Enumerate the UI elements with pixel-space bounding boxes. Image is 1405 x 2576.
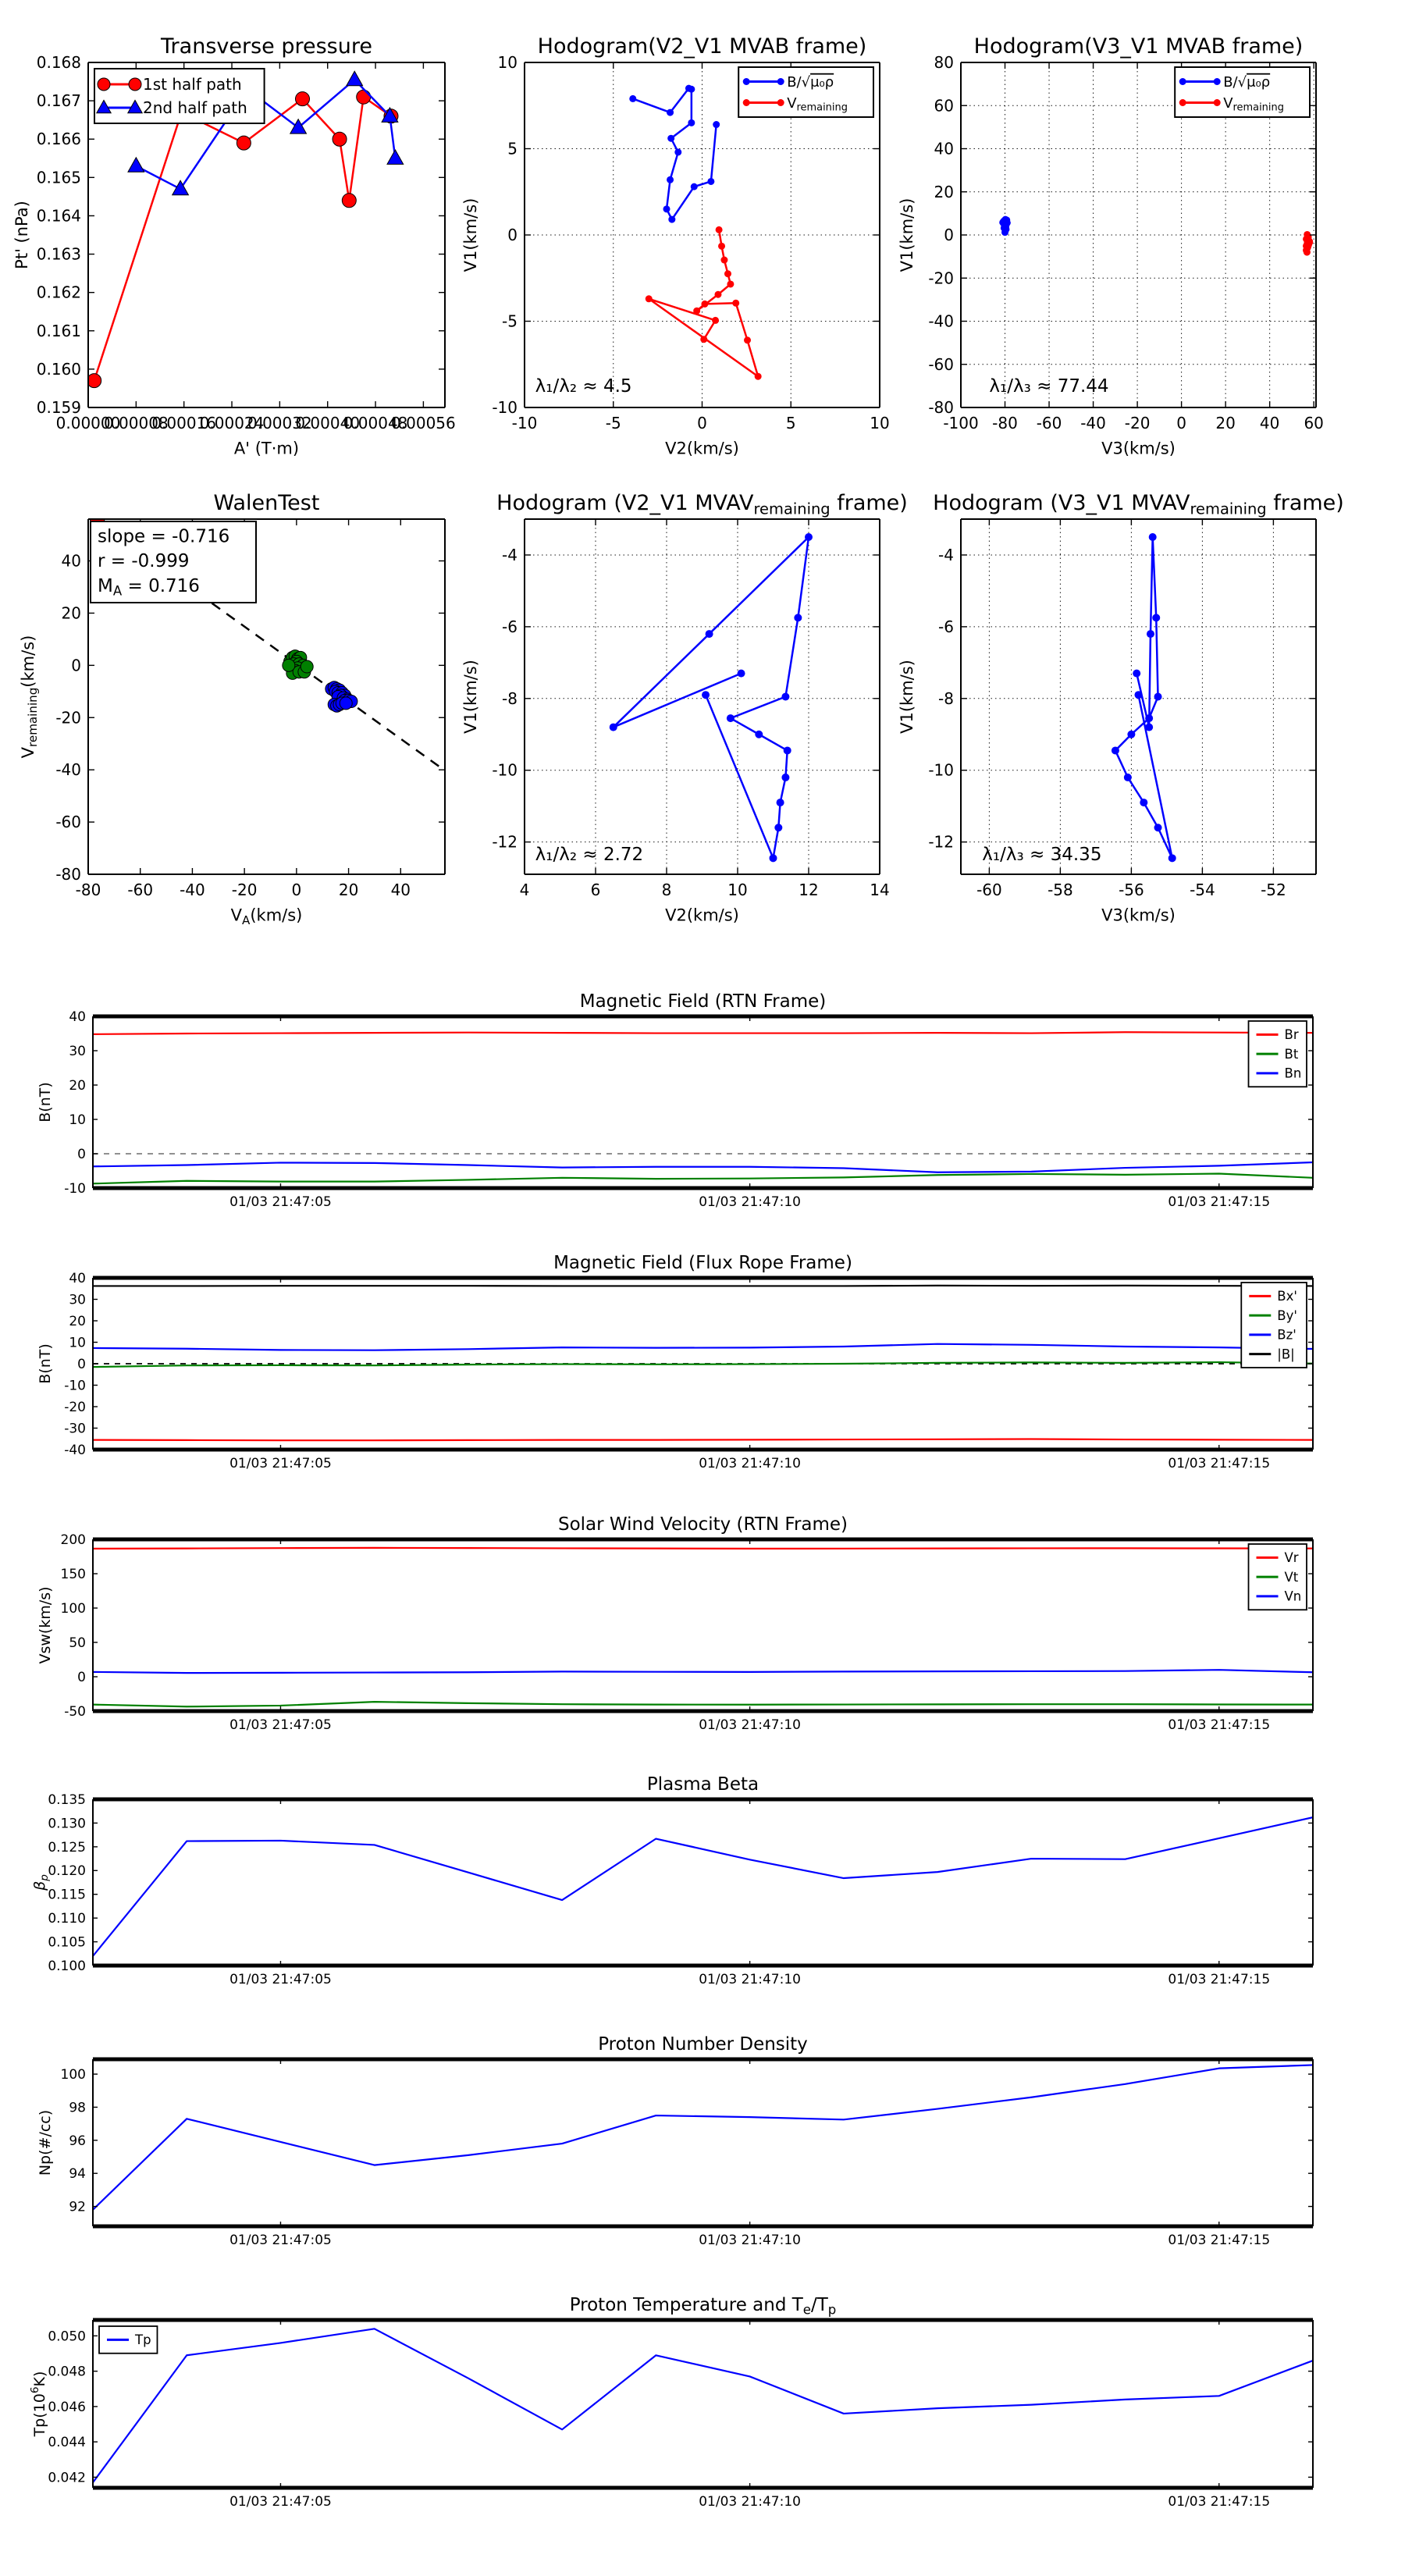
svg-text:60: 60 — [934, 96, 954, 116]
svg-text:0.00040: 0.00040 — [295, 414, 361, 432]
svg-text:-40: -40 — [180, 881, 205, 899]
svg-text:01/03 21:47:05: 01/03 21:47:05 — [229, 2493, 332, 2510]
svg-text:01/03 21:47:10: 01/03 21:47:10 — [699, 2493, 801, 2510]
svg-text:-4: -4 — [502, 545, 518, 564]
svg-text:V1(km/s): V1(km/s) — [461, 197, 480, 272]
svg-text:1st half path: 1st half path — [143, 75, 242, 94]
svg-text:0: 0 — [507, 226, 518, 244]
svg-text:-20: -20 — [231, 881, 258, 899]
svg-text:V1(km/s): V1(km/s) — [898, 197, 916, 272]
svg-text:10: 10 — [69, 1112, 86, 1128]
proton-temperature-plot — [29, 2295, 1313, 2510]
svg-text:-80: -80 — [928, 398, 954, 417]
svg-text:Tp: Tp — [135, 2332, 151, 2348]
svg-text:0.046: 0.046 — [48, 2399, 86, 2415]
svg-text:-10: -10 — [64, 1180, 86, 1197]
svg-text:0.135: 0.135 — [48, 1791, 86, 1808]
svg-text:Vremaining: $V_{remaining}$ — [1223, 94, 1284, 114]
svg-text:01/03 21:47:15: 01/03 21:47:15 — [1168, 1717, 1271, 1733]
svg-text:0.160: 0.160 — [36, 359, 81, 379]
svg-text:0.00000: 0.00000 — [55, 414, 121, 432]
svg-text:94: 94 — [69, 2166, 86, 2183]
svg-text:B/√μ₀ρ: B/√μ₀ρ — [1223, 73, 1271, 91]
svg-text:0.00024: 0.00024 — [199, 414, 265, 432]
svg-text:0.115: 0.115 — [48, 1887, 86, 1903]
svg-text:λ₁/λ₂ ≈ 2.72: λ₁/λ₂ ≈ 2.72 — [535, 844, 644, 865]
svg-text:40: 40 — [69, 1009, 86, 1025]
svg-text:01/03 21:47:15: 01/03 21:47:15 — [1168, 1455, 1271, 1471]
svg-text:Vsw(km/s): Vsw(km/s) — [37, 1586, 54, 1664]
svg-text:0.00048: 0.00048 — [343, 414, 408, 432]
svg-text:0.00056: 0.00056 — [391, 414, 456, 432]
svg-text:0.048: 0.048 — [48, 2364, 86, 2380]
svg-text:-52: -52 — [1261, 881, 1286, 899]
transverse-pressure-plot — [12, 34, 456, 458]
svg-text:20: 20 — [69, 1313, 86, 1329]
svg-text:0: 0 — [77, 1669, 86, 1685]
svg-text:Vremaining: $V_{remaining}$ — [787, 94, 848, 114]
svg-text:6: 6 — [590, 881, 601, 899]
svg-text:0: 0 — [71, 656, 81, 675]
svg-text:30: 30 — [69, 1043, 86, 1059]
svg-text:01/03 21:47:05: 01/03 21:47:05 — [229, 2232, 332, 2248]
svg-text:-20: -20 — [64, 1399, 86, 1415]
svg-text:0.00032: 0.00032 — [247, 414, 312, 432]
svg-text:40: 40 — [61, 551, 81, 571]
hodogram-v2v1-mvab-plot — [461, 34, 890, 458]
svg-text:-80: -80 — [75, 881, 101, 899]
svg-text:10: 10 — [497, 53, 518, 72]
svg-text:-60: -60 — [1036, 414, 1062, 432]
svg-text:-40: -40 — [1080, 414, 1106, 432]
magnetic-field-rtn-plot — [37, 991, 1313, 1210]
svg-text:B(nT): B(nT) — [37, 1082, 54, 1123]
svg-text:-40: -40 — [64, 1442, 86, 1458]
svg-text:0.100: 0.100 — [48, 1958, 86, 1974]
svg-text:40: 40 — [69, 1270, 86, 1286]
svg-text:0.167: 0.167 — [36, 91, 81, 111]
svg-text:Transverse pressure: Transverse pressure — [161, 34, 372, 59]
svg-text:14: 14 — [870, 881, 890, 899]
svg-text:-58: -58 — [1048, 881, 1073, 899]
svg-text:V2(km/s): V2(km/s) — [665, 439, 739, 458]
svg-text:Vremaining(km/s): $V_{remaining}(km/s)$ — [19, 635, 41, 759]
svg-text:0.125: 0.125 — [48, 1839, 86, 1856]
svg-text:-10: -10 — [492, 398, 518, 417]
svg-text:01/03 21:47:15: 01/03 21:47:15 — [1168, 1194, 1271, 1210]
svg-text:-12: -12 — [928, 832, 954, 852]
svg-text:0.110: 0.110 — [48, 1911, 86, 1927]
svg-text:30: 30 — [69, 1292, 86, 1308]
svg-text:Pt' (nPa): Pt' (nPa) — [12, 201, 31, 269]
svg-text:20: 20 — [1215, 414, 1236, 432]
svg-text:λ₁/λ₂ ≈ 4.5: λ₁/λ₂ ≈ 4.5 — [535, 376, 632, 397]
svg-text:96: 96 — [69, 2133, 86, 2149]
svg-text:01/03 21:47:05: 01/03 21:47:05 — [229, 1971, 332, 1987]
svg-text:Vr: Vr — [1284, 1550, 1299, 1566]
solar-wind-velocity-plot — [37, 1514, 1313, 1733]
svg-text:0.164: 0.164 — [36, 206, 81, 226]
svg-text:βp: $\beta_p$ — [31, 1874, 51, 1891]
svg-text:λ₁/λ₃ ≈ 77.44: λ₁/λ₃ ≈ 77.44 — [989, 376, 1109, 397]
svg-text:Vn: Vn — [1284, 1589, 1302, 1604]
svg-text:By': By' — [1277, 1308, 1297, 1323]
proton-density-plot — [37, 2034, 1313, 2248]
svg-text:slope = -0.716: slope = -0.716 — [98, 526, 230, 547]
svg-text:Bx': Bx' — [1277, 1289, 1297, 1304]
svg-text:10: 10 — [870, 414, 890, 432]
svg-text:150: 150 — [60, 1566, 86, 1582]
svg-text:Br: Br — [1284, 1027, 1299, 1043]
svg-text:01/03 21:47:10: 01/03 21:47:10 — [699, 1455, 801, 1471]
svg-text:-10: -10 — [64, 1378, 86, 1394]
svg-text:MA = 0.716: $M_A = 0.716$ — [98, 575, 200, 599]
svg-text:Vt: Vt — [1284, 1569, 1299, 1585]
svg-text:0: 0 — [697, 414, 707, 432]
svg-text:-4: -4 — [938, 545, 954, 564]
svg-text:01/03 21:47:15: 01/03 21:47:15 — [1168, 1971, 1271, 1987]
svg-text:40: 40 — [934, 139, 954, 158]
svg-text:60: 60 — [1304, 414, 1324, 432]
svg-text:0.165: 0.165 — [36, 168, 81, 187]
svg-text:100: 100 — [60, 1600, 86, 1617]
svg-text:-6: -6 — [502, 617, 518, 636]
svg-text:-56: -56 — [1119, 881, 1144, 899]
svg-text:B(nT): B(nT) — [37, 1343, 54, 1384]
svg-text:01/03 21:47:10: 01/03 21:47:10 — [699, 1971, 801, 1987]
hodogram-v2v1-mvav-plot — [461, 491, 908, 925]
magnetic-field-flux-rope-plot — [37, 1253, 1313, 1471]
svg-text:Hodogram (V3_V1 MVAVremaining: Hodogram (V3_V1 $MVAV_{remaining}$ frame) — [933, 491, 1344, 518]
svg-text:λ₁/λ₃ ≈ 34.35: λ₁/λ₃ ≈ 34.35 — [982, 844, 1102, 865]
svg-text:01/03 21:47:15: 01/03 21:47:15 — [1168, 2493, 1271, 2510]
svg-text:0.162: 0.162 — [36, 283, 81, 302]
svg-text:WalenTest: WalenTest — [213, 491, 320, 515]
svg-text:12: 12 — [799, 881, 819, 899]
svg-text:0.00016: 0.00016 — [151, 414, 217, 432]
svg-text:100: 100 — [60, 2067, 86, 2083]
svg-text:10: 10 — [727, 881, 748, 899]
svg-text:01/03 21:47:15: 01/03 21:47:15 — [1168, 2232, 1271, 2248]
svg-text:0.166: 0.166 — [36, 130, 81, 149]
svg-text:40: 40 — [390, 881, 411, 899]
svg-text:-60: -60 — [976, 881, 1002, 899]
svg-text:Plasma Beta: Plasma Beta — [646, 1774, 759, 1795]
svg-text:V3(km/s): V3(km/s) — [1101, 439, 1176, 458]
svg-text:0.161: 0.161 — [36, 321, 81, 340]
svg-text:Hodogram (V2_V1 MVAVremaining: Hodogram (V2_V1 $MVAV_{remaining}$ frame) — [496, 491, 908, 518]
svg-text:-20: -20 — [928, 269, 954, 288]
svg-text:-80: -80 — [992, 414, 1018, 432]
svg-text:Bz': Bz' — [1277, 1327, 1297, 1343]
svg-text:0: 0 — [291, 881, 302, 899]
svg-text:20: 20 — [338, 881, 359, 899]
svg-text:-50: -50 — [64, 1703, 86, 1720]
svg-text:-10: -10 — [928, 760, 954, 780]
svg-text:-30: -30 — [64, 1421, 86, 1437]
svg-text:Proton Temperature and Te/Tp: Proton Temperature and $T_e/T_p$ — [569, 2295, 837, 2318]
svg-text:-60: -60 — [127, 881, 154, 899]
svg-text:0.159: 0.159 — [36, 398, 81, 417]
svg-text:-60: -60 — [928, 354, 954, 374]
svg-text:-8: -8 — [938, 688, 954, 708]
svg-text:-20: -20 — [55, 708, 81, 728]
svg-text:0.050: 0.050 — [48, 2329, 86, 2345]
svg-text:Hodogram(V3_V1 MVAB frame): Hodogram(V3_V1 MVAB frame) — [973, 34, 1304, 59]
svg-text:-54: -54 — [1190, 881, 1215, 899]
svg-text:0: 0 — [77, 1146, 86, 1162]
svg-text:V3(km/s): V3(km/s) — [1101, 906, 1176, 925]
svg-text:01/03 21:47:10: 01/03 21:47:10 — [699, 1194, 801, 1210]
svg-text:50: 50 — [69, 1635, 86, 1651]
svg-text:-20: -20 — [1124, 414, 1151, 432]
svg-text:r = -0.999: r = -0.999 — [98, 551, 190, 572]
svg-text:-100: -100 — [943, 414, 979, 432]
svg-text:|B|: |B| — [1277, 1347, 1295, 1362]
svg-text:-10: -10 — [511, 414, 538, 432]
svg-text:Tp(106K): $Tp(10^6K)$ — [29, 2371, 48, 2437]
svg-text:01/03 21:47:10: 01/03 21:47:10 — [699, 1717, 801, 1733]
svg-text:0.00008: 0.00008 — [103, 414, 169, 432]
svg-text:0.120: 0.120 — [48, 1863, 86, 1880]
svg-text:Bt: Bt — [1284, 1046, 1299, 1062]
svg-text:0: 0 — [77, 1356, 86, 1372]
svg-text:5: 5 — [507, 139, 518, 158]
svg-text:80: 80 — [934, 53, 954, 72]
svg-text:20: 20 — [61, 603, 81, 623]
svg-text:200: 200 — [60, 1532, 86, 1548]
svg-text:0.168: 0.168 — [36, 53, 81, 72]
svg-text:-5: -5 — [502, 311, 518, 331]
svg-text:-12: -12 — [492, 832, 518, 852]
svg-text:V1(km/s): V1(km/s) — [898, 660, 916, 734]
svg-text:01/03 21:47:05: 01/03 21:47:05 — [229, 1194, 332, 1210]
svg-text:0: 0 — [944, 226, 954, 244]
svg-text:01/03 21:47:10: 01/03 21:47:10 — [699, 2232, 801, 2248]
svg-text:20: 20 — [69, 1077, 86, 1094]
svg-text:-80: -80 — [55, 865, 81, 884]
svg-text:0.105: 0.105 — [48, 1934, 86, 1951]
svg-text:10: 10 — [69, 1335, 86, 1351]
svg-text:Magnetic Field (RTN Frame): Magnetic Field (RTN Frame) — [579, 991, 827, 1012]
svg-text:Magnetic Field (Flux Rope Fram: Magnetic Field (Flux Rope Frame) — [553, 1253, 852, 1273]
svg-text:-60: -60 — [55, 813, 81, 832]
svg-text:01/03 21:47:05: 01/03 21:47:05 — [229, 1455, 332, 1471]
svg-text:92: 92 — [69, 2199, 86, 2215]
svg-text:VA(km/s): $V_A(km/s)$ — [230, 906, 303, 927]
svg-text:Np(#/cc): Np(#/cc) — [37, 2109, 54, 2176]
svg-text:B/√μ₀ρ: B/√μ₀ρ — [787, 73, 834, 91]
svg-text:-40: -40 — [55, 760, 81, 780]
svg-text:98: 98 — [69, 2100, 86, 2116]
svg-text:4: 4 — [519, 881, 530, 899]
svg-text:0.042: 0.042 — [48, 2470, 86, 2486]
svg-text:V2(km/s): V2(km/s) — [665, 906, 739, 925]
svg-text:5: 5 — [785, 414, 796, 432]
svg-text:-6: -6 — [938, 617, 954, 636]
svg-text:Bn: Bn — [1284, 1066, 1302, 1081]
svg-text:A' (T·m): A' (T·m) — [233, 439, 300, 458]
hodogram-v3v1-mvav-plot — [898, 491, 1344, 925]
svg-text:-10: -10 — [492, 760, 518, 780]
svg-text:0.130: 0.130 — [48, 1816, 86, 1832]
svg-text:Proton Number Density: Proton Number Density — [598, 2034, 808, 2055]
svg-text:0.044: 0.044 — [48, 2435, 86, 2451]
hodogram-v3v1-mvab-plot — [898, 34, 1324, 458]
svg-text:20: 20 — [934, 182, 954, 201]
svg-text:Hodogram(V2_V1 MVAB frame): Hodogram(V2_V1 MVAB frame) — [537, 34, 867, 59]
svg-text:-5: -5 — [605, 414, 621, 432]
svg-text:-40: -40 — [928, 311, 954, 331]
svg-text:V1(km/s): V1(km/s) — [461, 660, 480, 734]
svg-text:0.163: 0.163 — [36, 244, 81, 264]
walen-test-plot — [19, 491, 445, 927]
svg-text:01/03 21:47:05: 01/03 21:47:05 — [229, 1717, 332, 1733]
svg-text:40: 40 — [1259, 414, 1280, 432]
svg-text:8: 8 — [661, 881, 672, 899]
svg-text:Solar Wind Velocity (RTN Frame: Solar Wind Velocity (RTN Frame) — [557, 1514, 848, 1535]
svg-text:2nd half path: 2nd half path — [143, 98, 247, 117]
svg-text:-8: -8 — [502, 688, 518, 708]
svg-text:0: 0 — [1176, 414, 1186, 432]
